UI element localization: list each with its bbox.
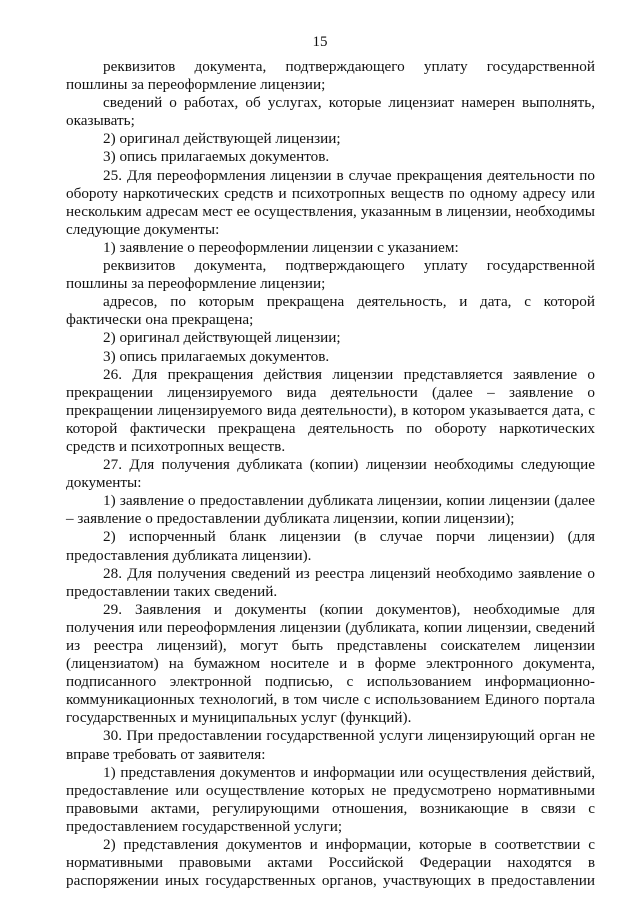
paragraph: сведений о работах, об услугах, которые лицензиат намерен выполнять, оказывать; (66, 94, 595, 130)
paragraph: адресов, по которым прекращена деятельность, и дата, с которой фактически она прекращена; (66, 293, 595, 329)
document-body (66, 58, 595, 890)
paragraph: 2) оригинал действующей лицензии; (103, 130, 341, 148)
paragraph: 27. Для получения дубликата (копии) лицензии необходимы следующие документы: (66, 456, 595, 492)
paragraph: 26. Для прекращения действия лицензии представляется заявление о прекращении лицензируемого вида деятельности (далее – заявление о прекращении лицензируемого вида деятельности), в котором указывается дата, с которой фактически прекращена деятельность по обороту наркотических средств и психотропных веществ. (66, 365, 595, 455)
paragraph: 2) представления документов и информации, которые в соответствии с нормативными правовыми актами Российской Федерации находятся в распоряжении иных государственных органов, участвующих в предоставлении (66, 836, 595, 890)
paragraph: 2) испорченный бланк лицензии (в случае порчи лицензии) (для предоставления дубликата лицензии). (66, 528, 595, 564)
paragraph: 3) опись прилагаемых документов. (103, 347, 330, 365)
paragraph: 1) заявление о переоформлении лицензии с указанием: (103, 238, 459, 256)
paragraph: 25. Для переоформления лицензии в случае прекращения деятельности по обороту наркотических средств и психотропных веществ по одному адресу или нескольким адресам мест ее осуществления, указанным в лицензии, необходимы следующие документы: (66, 166, 595, 238)
paragraph: 28. Для получения сведений из реестра лицензий необходимо заявление о предоставлении таких сведений. (66, 564, 595, 600)
paragraph: 29. Заявления и документы (копии документов), необходимые для получения или переоформления лицензии (дубликата, копии лицензии, сведений из реестра лицензий), могут быть представлены соискателем лицензии (лицензиатом) на бумажном носителе и в форме электронного документа, подписанного электронной подписью, с использованием информационно-коммуникационных технологий, в том числе с использованием Единого портала государственных и муниципальных услуг (функций). (66, 600, 595, 727)
paragraph: 2) оригинал действующей лицензии; (103, 329, 341, 347)
paragraph: реквизитов документа, подтверждающего уплату государственной пошлины за переоформление лицензии; (66, 58, 595, 94)
paragraph: 1) представления документов и информации или осуществления действий, предоставление или осуществление которых не предусмотрено нормативными правовыми актами, регулирующими отношения, возникающие в связи с предоставлением государственной услуги; (66, 763, 595, 835)
page-number: 15 (312, 34, 328, 50)
paragraph: 1) заявление о предоставлении дубликата лицензии, копии лицензии (далее – заявление о предоставлении дубликата лицензии, копии лицензии); (66, 492, 595, 528)
paragraph: 30. При предоставлении государственной услуги лицензирующий орган не вправе требовать от заявителя: (66, 727, 595, 763)
paragraph: 3) опись прилагаемых документов. (103, 148, 330, 166)
paragraph: реквизитов документа, подтверждающего уплату государственной пошлины за переоформление лицензии; (66, 257, 595, 293)
